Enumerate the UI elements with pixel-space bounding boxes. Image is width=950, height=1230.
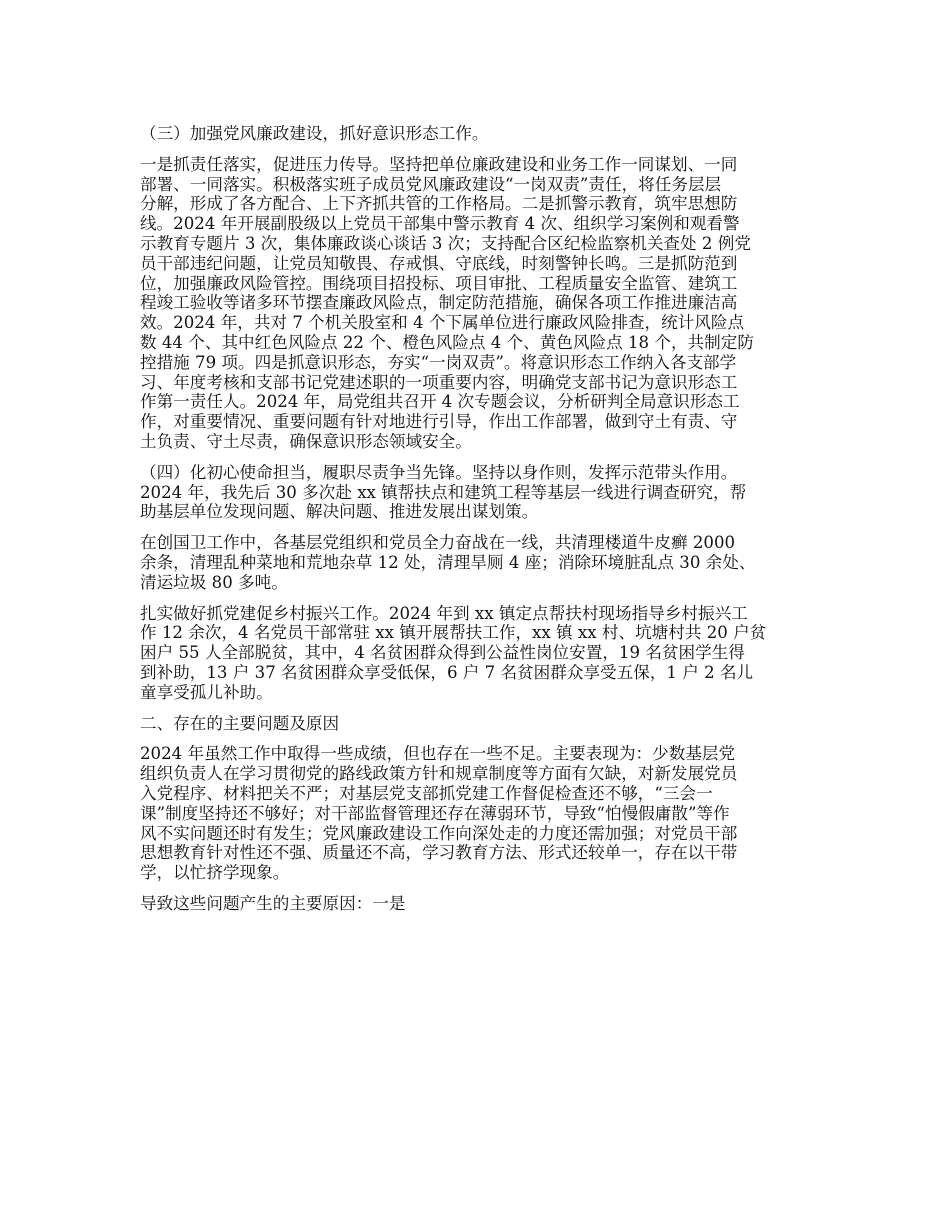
text-line: 分解，形成了各方配合、上下齐抓共管的工作格局。二是抓警示教育，筑牢思想防: [140, 194, 738, 214]
text-line: 童享受孤儿补助。: [140, 682, 273, 702]
text-line: 效。2024 年，共对 7 个机关股室和 4 个下属单位进行廉政风险排查，统计风险点: [140, 313, 745, 333]
text-line: 思想教育针对性还不强、质量还不高，学习教育方法、形式还较单一，存在以干带: [140, 843, 738, 863]
text-line: 风不实问题还时有发生；党风廉政建设工作向深处走的力度还需加强；对党员干部: [140, 823, 738, 843]
text-line: 2024 年，我先后 30 多次赴 xx 镇帮扶点和建筑工程等基层一线进行调查研究，帮: [140, 482, 747, 502]
paragraph: [140, 124, 812, 144]
text-line: 学，以忙挤学现象。: [140, 863, 290, 883]
text-line: （四）化初心使命担当，履职尽责争当先锋。坚持以身作则，发挥示范带头作用。: [140, 462, 738, 482]
text-line: （三）加强党风廉政建设，抓好意识形态工作。: [140, 124, 489, 143]
text-line: 数 44 个、其中红色风险点 22 个、橙色风险点 4 个、黄色风险点 18 个，共制定防: [140, 332, 754, 352]
paragraph: [140, 714, 812, 734]
text-line: 员干部违纪问题，让党员知敬畏、存戒惧、守底线，时刻警钟长鸣。三是抓防范到: [140, 253, 738, 273]
paragraph: [140, 533, 812, 592]
text-line: 余条，清理乱种菜地和荒地杂草 12 处，清理旱厕 4 座；消除环境脏乱点 30 余处、: [140, 552, 756, 572]
paragraph: [140, 744, 812, 883]
document-body: [140, 124, 812, 925]
text-line: 课”制度坚持还不够好；对干部监督管理还存在薄弱环节，导致“怕慢假庸散”等作: [140, 803, 730, 823]
paragraph: [140, 604, 812, 703]
text-line: 扎实做好抓党建促乡村振兴工作。2024 年到 xx 镇定点帮扶村现场指导乡村振兴工: [140, 603, 748, 623]
text-line: 入党程序、材料把关不严；对基层党支部抓党建工作督促检查还不够，“三会一: [140, 783, 713, 803]
text-line: 导致这些问题产生的主要原因：一是: [140, 893, 406, 913]
text-line: 助基层单位发现问题、解决问题、推进发展出谋划策。: [140, 502, 539, 522]
paragraph: [140, 463, 812, 522]
text-line: 位，加强廉政风险管控。围绕项目招投标、项目审批、工程质量安全监管、建筑工: [140, 273, 738, 293]
text-line: 土负责、守土尽责，确保意识形态领域安全。: [140, 431, 472, 451]
text-line: 2024 年虽然工作中取得一些成绩，但也存在一些不足。主要表现为：少数基层党: [140, 744, 736, 764]
text-line: 作，对重要情况、重要问题有针对地进行引导，作出工作部署，做到守土有责、守: [140, 412, 738, 432]
text-line: 作 12 余次，4 名党员干部常驻 xx 镇开展帮扶工作，xx 镇 xx 村、坑塘村共 20 户贫: [140, 623, 767, 643]
text-line: 控措施 79 项。四是抓意识形态，夯实“一岗双责”。将意识形态工作纳入各支部学: [140, 352, 737, 372]
paragraph: [140, 894, 812, 914]
text-line: 困户 55 人全部脱贫，其中，4 名贫困群众得到公益性岗位安置，19 名贫困学生得: [140, 643, 745, 663]
text-line: 作第一责任人。2024 年，局党组共召开 4 次专题会议，分析研判全局意识形态工: [140, 392, 740, 412]
text-line: 示教育专题片 3 次，集体廉政谈心谈话 3 次；支持配合区纪检监察机关查处 2 例党: [140, 233, 751, 253]
text-line: 二、存在的主要问题及原因: [140, 713, 340, 733]
text-line: 到补助，13 户 37 名贫困群众享受低保，6 户 7 名贫困群众享受五保，1 户 2 名儿: [140, 662, 754, 682]
text-line: 程竣工验收等诸多环节摆查廉政风险点，制定防范措施，确保各项工作推进廉洁高: [140, 293, 738, 313]
text-line: 部署、一同落实。积极落实班子成员党风廉政建设“一岗双责”责任，将任务层层: [140, 174, 722, 194]
paragraph: [140, 155, 812, 452]
text-line: 一是抓责任落实，促进压力传导。坚持把单位廉政建设和业务工作一同谋划、一同: [140, 154, 738, 174]
text-line: 习、年度考核和支部书记党建述职的一项重要内容，明确党支部书记为意识形态工: [140, 372, 738, 392]
text-line: 线。2024 年开展副股级以上党员干部集中警示教育 4 次、组织学习案例和观看警: [140, 214, 740, 234]
text-line: 组织负责人在学习贯彻党的路线政策方针和规章制度等方面有欠缺，对新发展党员: [140, 764, 738, 784]
text-line: 清运垃圾 80 多吨。: [140, 572, 288, 592]
text-line: 在创国卫工作中，各基层党组织和党员全力奋战在一线，共清理楼道牛皮癣 2000: [140, 533, 736, 553]
